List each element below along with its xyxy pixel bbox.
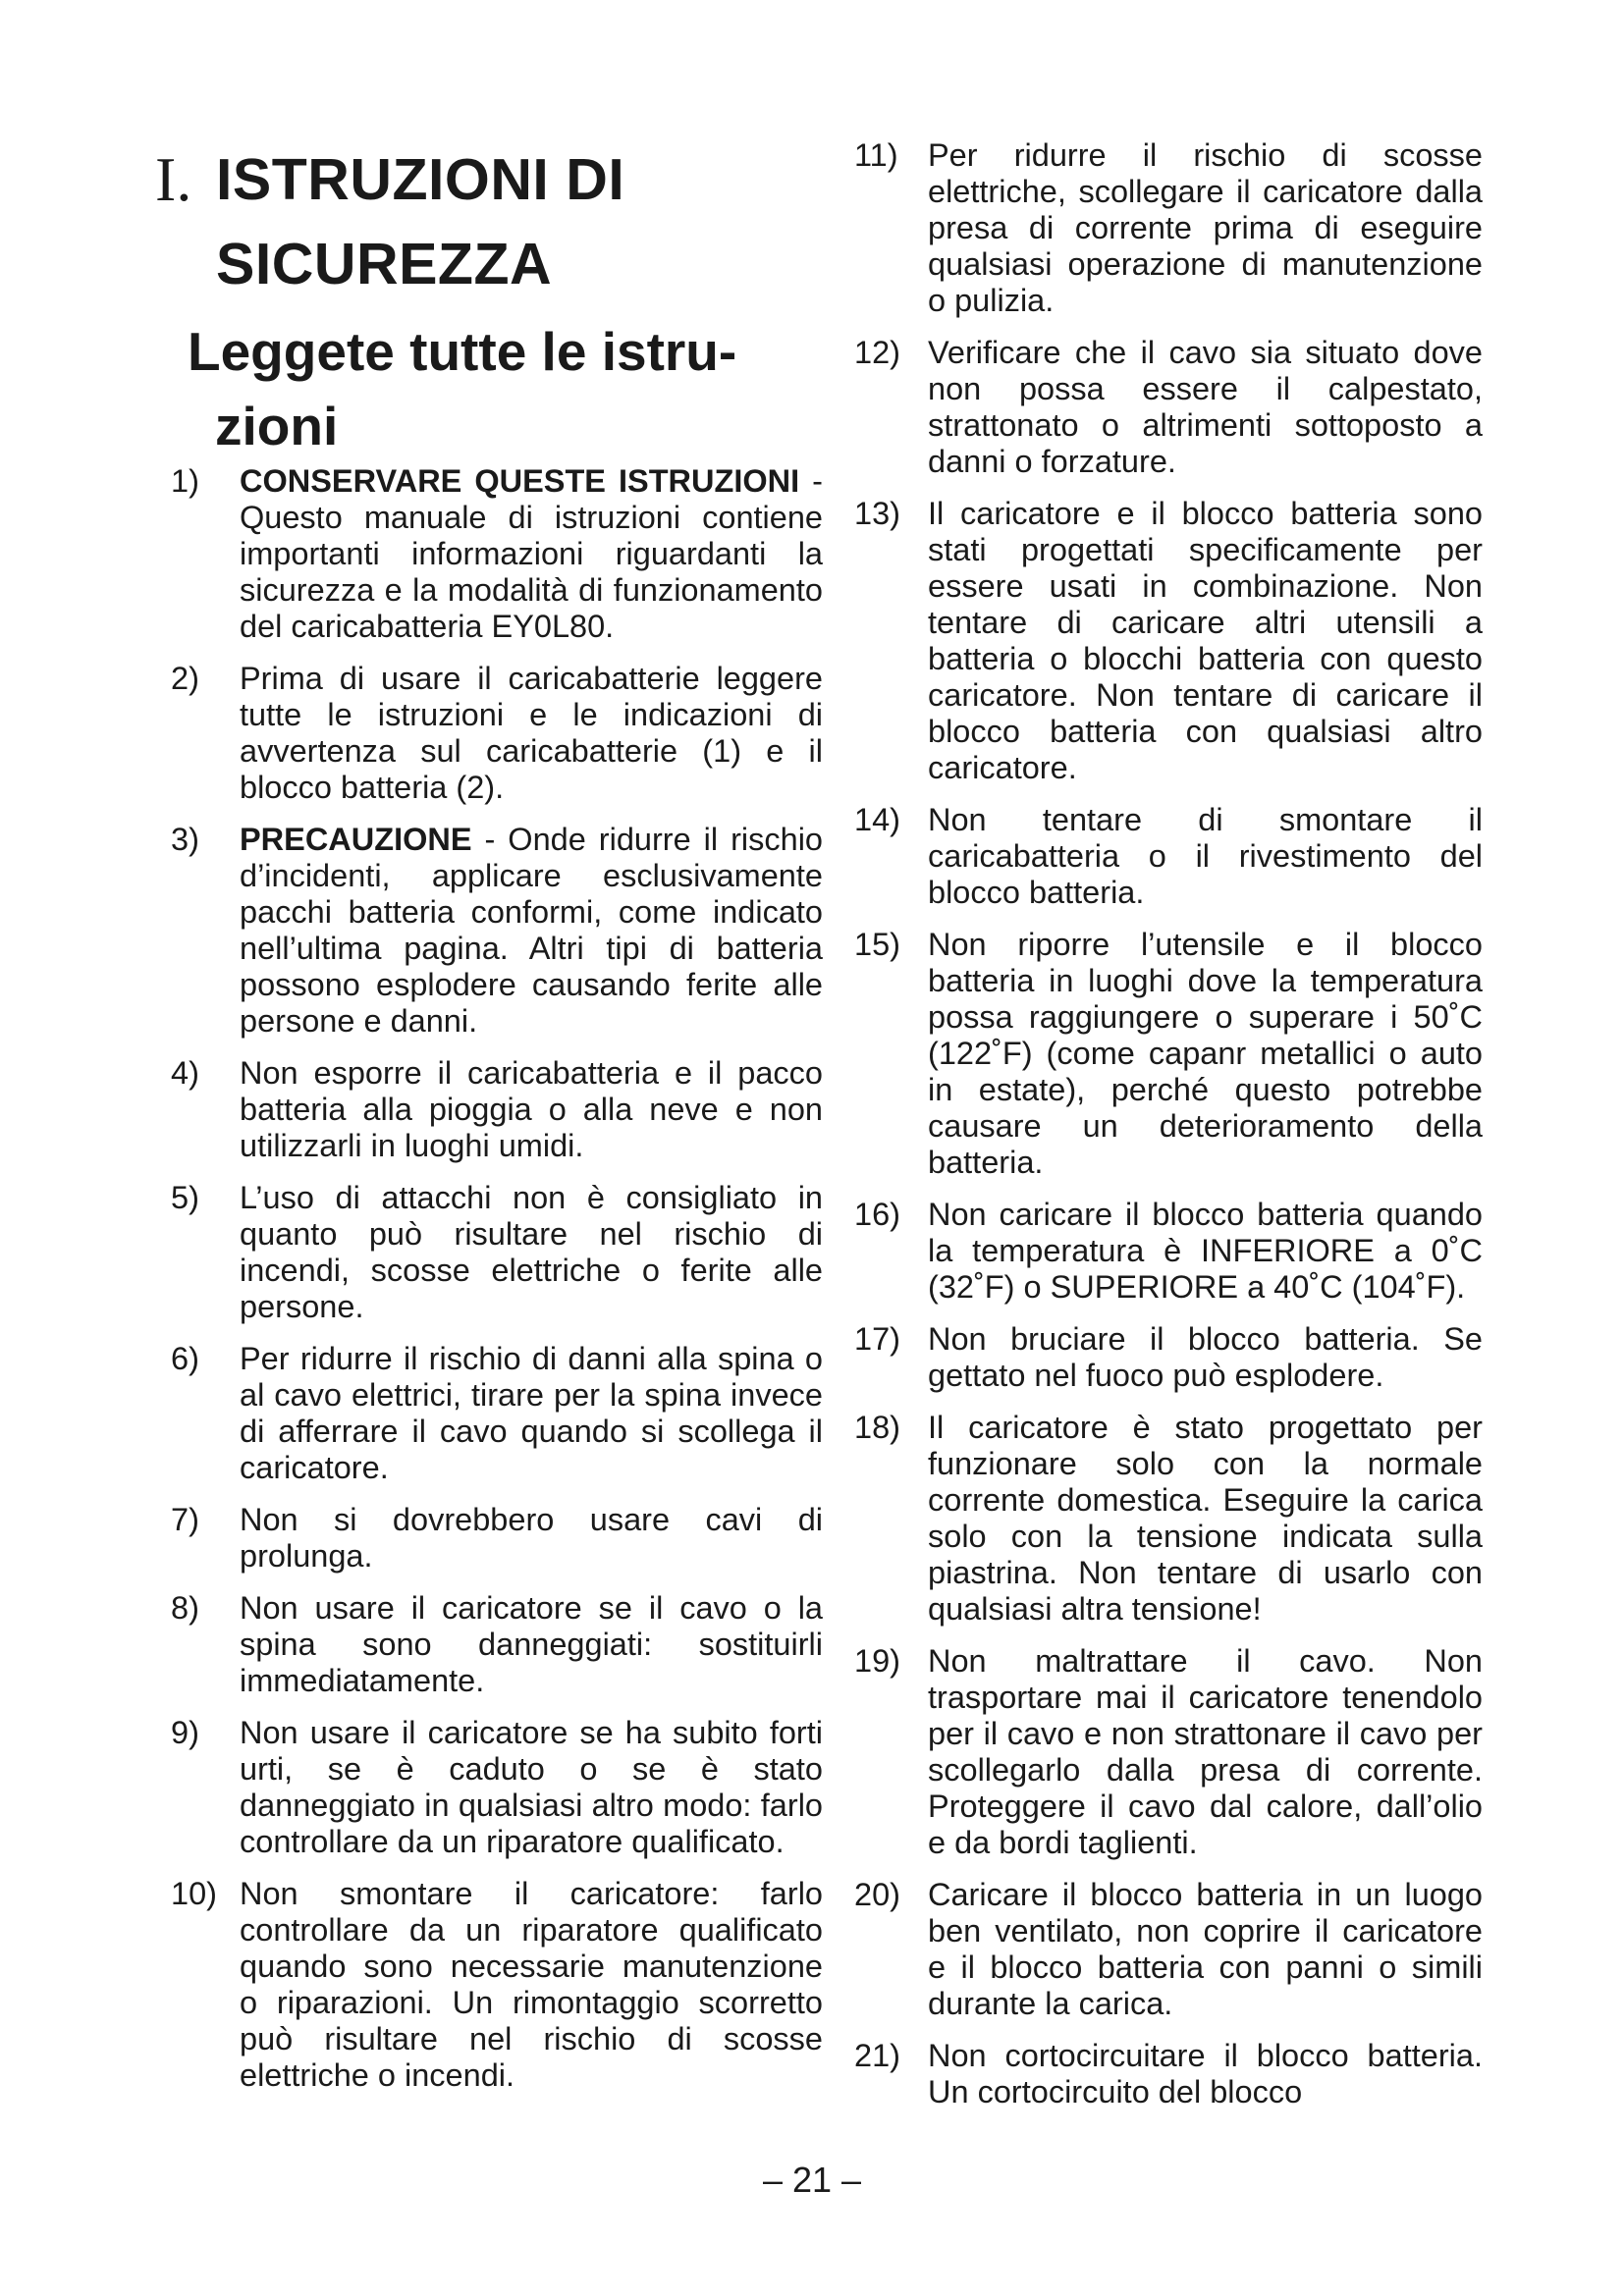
instruction-text: L’uso di attacchi non è consigliato in quanto può risultare nel rischio di incendi, scosse elettriche o ferite alle persone. (240, 1180, 823, 1324)
instruction-number: 11) (854, 137, 898, 173)
instruction-number: 21) (854, 2038, 900, 2073)
instruction-number: 12) (854, 335, 900, 370)
instruction-item (155, 1502, 823, 1575)
instruction-number: 3) (171, 822, 199, 857)
instruction-item (854, 1410, 1483, 1628)
instruction-item (155, 1180, 823, 1325)
instruction-item (155, 463, 823, 645)
instruction-lead: CONSERVARE QUESTE ISTRUZIONI (240, 463, 800, 499)
instruction-number: 6) (171, 1341, 199, 1376)
instruction-item (854, 927, 1483, 1181)
instruction-text: Per ridurre il rischio di scosse elettriche, scollegare il caricatore dalla presa di corrente prima di eseguire qualsiasi operazione di manutenzione o pulizia. (928, 137, 1483, 318)
instruction-item (155, 1055, 823, 1164)
left-column (155, 137, 823, 2109)
instruction-item (155, 1590, 823, 1699)
instruction-text: Non bruciare il blocco batteria. Se gettato nel fuoco può esplodere. (928, 1321, 1483, 1393)
subtitle-line-1: Leggete tutte le istru- (188, 321, 737, 382)
instruction-text: Non caricare il blocco batteria quando la temperatura è INFERIORE a 0˚C (32˚F) o SUPERIORE a 40˚C (104˚F). (928, 1197, 1483, 1305)
section-heading (155, 137, 823, 314)
instruction-item (155, 1876, 823, 2094)
instruction-text: Non riporre l’utensile e il blocco batteria in luoghi dove la temperatura possa raggiungere o superare i 50˚C (122˚F) (come capanr metallici o auto in estate), perché questo potrebbe causare un deterioramento della batteria. (928, 927, 1483, 1180)
instruction-list-right (854, 137, 1483, 2110)
instruction-number: 2) (171, 661, 199, 696)
instruction-text: - Onde ridurre il rischio d’incidenti, applicare esclusivamente pacchi batteria conformi, come indicato nell’ultima pagina. Altri tipi di batteria possono esplodere causando ferite alle persone e danni. (240, 822, 823, 1039)
section-title: ISTRUZIONI DI SICUREZZA (216, 147, 625, 296)
instruction-number: 20) (854, 1877, 900, 1912)
right-column (854, 137, 1483, 2126)
instruction-number: 14) (854, 802, 900, 837)
instruction-text: Non maltrattare il cavo. Non trasportare mai il caricatore tenendolo per il cavo e non strattonare il cavo per scollegarlo dalla presa di corrente. Proteggere il cavo dal calore, dall’olio e da bordi taglienti. (928, 1643, 1483, 1860)
instruction-item (854, 1877, 1483, 2022)
section-number: I. (155, 144, 192, 214)
instruction-text: Non usare il caricatore se il cavo o la spina sono danneggiati: sostituirli immediatamente. (240, 1590, 823, 1698)
instruction-text: Non si dovrebbero usare cavi di prolunga. (240, 1502, 823, 1574)
instruction-text: Per ridurre il rischio di danni alla spina o al cavo elettrici, tirare per la spina invece di afferrare il cavo quando si scollega il caricatore. (240, 1341, 823, 1485)
section-subtitle (188, 314, 796, 463)
instruction-number: 17) (854, 1321, 900, 1357)
instruction-item (854, 2038, 1483, 2110)
instruction-item (854, 802, 1483, 911)
subtitle-line-2: zioni (215, 396, 339, 456)
instruction-number: 7) (171, 1502, 199, 1537)
instruction-text: Prima di usare il caricabatterie leggere tutte le istruzioni e le indicazioni di avvertenza sul caricabatterie (1) e il blocco batteria (2). (240, 661, 823, 805)
instruction-list-left (155, 463, 823, 2094)
instruction-text: Non smontare il caricatore: farlo controllare da un riparatore qualificato quando sono necessarie manutenzione o riparazioni. Un rimontaggio scorretto può risultare nel rischio di scosse elettriche o incendi. (240, 1876, 823, 2093)
instruction-number: 16) (854, 1197, 900, 1232)
instruction-item (854, 1321, 1483, 1394)
page-number: – 21 – (762, 2160, 862, 2200)
instruction-item (854, 137, 1483, 319)
instruction-number: 4) (171, 1055, 199, 1091)
instruction-item (155, 1715, 823, 1860)
instruction-text: Il caricatore e il blocco batteria sono stati progettati specificamente per essere usati in combinazione. Non tentare di caricare altri utensili a batteria o blocchi batteria con questo caricatore. Non tentare di caricare il blocco batteria con qualsiasi altro caricatore. (928, 496, 1483, 785)
instruction-number: 5) (171, 1180, 199, 1215)
instruction-number: 19) (854, 1643, 900, 1679)
instruction-item (854, 335, 1483, 480)
instruction-item (155, 1341, 823, 1486)
instruction-text: Non esporre il caricabatteria e il pacco batteria alla pioggia o alla neve e non utilizzarli in luoghi umidi. (240, 1055, 823, 1163)
instruction-item (854, 1643, 1483, 1861)
instruction-lead: PRECAUZIONE (240, 822, 472, 857)
instruction-number: 10) (171, 1876, 217, 1911)
instruction-item (155, 661, 823, 806)
instruction-number: 18) (854, 1410, 900, 1445)
instruction-number: 15) (854, 927, 900, 962)
instruction-text: Il caricatore è stato progettato per funzionare solo con la normale corrente domestica. Eseguire la carica solo con la tensione indicata sulla piastrina. Non tentare di usarlo con qualsiasi altra tensione! (928, 1410, 1483, 1627)
instruction-number: 9) (171, 1715, 199, 1750)
instruction-text: Verificare che il cavo sia situato dove non possa essere il calpestato, strattonato o altrimenti sottoposto a danni o forzature. (928, 335, 1483, 479)
instruction-text: Non usare il caricatore se ha subito forti urti, se è caduto o se è stato danneggiato in qualsiasi altro modo: farlo controllare da un riparatore qualificato. (240, 1715, 823, 1859)
instruction-item (854, 1197, 1483, 1306)
instruction-number: 8) (171, 1590, 199, 1626)
instruction-item (854, 496, 1483, 786)
instruction-text: Caricare il blocco batteria in un luogo ben ventilato, non coprire il caricatore e il blocco batteria con panni o simili durante la carica. (928, 1877, 1483, 2021)
instruction-item (155, 822, 823, 1040)
instruction-text: Non tentare di smontare il caricabatteria o il rivestimento del blocco batteria. (928, 802, 1483, 910)
instruction-number: 1) (171, 463, 199, 499)
instruction-text: - Questo manuale di istruzioni contiene importanti informazioni riguardanti la sicurezza e la modalità di funzionamento del caricabatteria EY0L80. (240, 463, 823, 644)
instruction-number: 13) (854, 496, 900, 531)
instruction-text: Non cortocircuitare il blocco batteria. Un cortocircuito del blocco (928, 2038, 1483, 2109)
